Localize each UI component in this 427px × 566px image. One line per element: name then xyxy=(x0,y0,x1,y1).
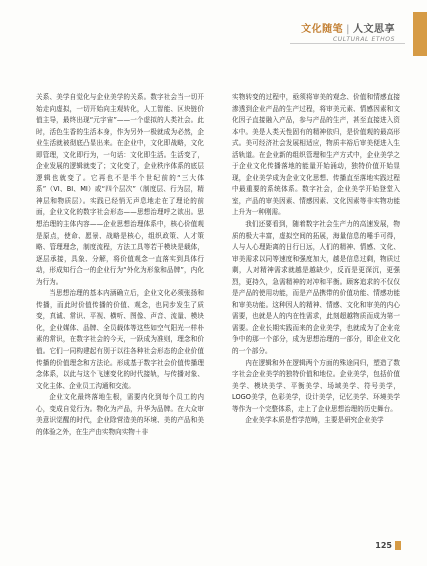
paragraph: 实物转变的过程中，亟须将审美的观念、价值和情感直接渗透到企业产品的生产过程，将审美元素、情感因素和文化因子直接融入产品，参与产品的生产，甚至直接进入资本中。美是人类天性固有的精神依归，是价值观的最高形式。美可经济社会发展相适应，物质丰裕后审美便进入生活轨道。在企业新的组织管理和生产方式中，企业美学之于企业文化传播落地的能量开始涌动，独特价值开始显现，企业美学成为企业文化思想、传播直至落地实践过程中最重要的系统体系。数字社会，企业美学开始登堂入室，产品的审美因素、情感因素、文化因素等非实物功能上升为一种刚需。 xyxy=(232,93,400,217)
header-subtitle: CULTURAL ETHOS xyxy=(333,36,395,43)
left-column xyxy=(36,92,204,438)
paragraph: 企业文化最终落地生根，需要内化到每个员工的内心，变成自觉行为。物化为产品，升华为品牌。在大众审美意识觉醒的时代，企业除营造美的环境、美的产品和美的体验之外，在生产由实物向实物＋非 xyxy=(36,393,204,436)
paragraph: 我们还要看到，随着数字社会生产力的高速发展，物质的极大丰富，虚拟空间的拓展，海量信息的唾手可得，人与人心理距离的日行日远，人们的精神、情感、文化、审美需求以同等速度和强度加大，越是信息过剩，物质过剩，人对精神需求就越是越缺少，反而是更深沉，更强烈，更持久，急需精神的对冲和平衡。顾客追求的不仅仅是产品的使用功能，而是产品携带的价值功能、情感功能和审美功能。这种因人的精神、情感、文化和审美的内心需要，也就是人的内在性需求，此刻超越物质而成为第一需要。企业长期实践而来的企业美学，也就成为了企业竞争中的那一个部分，成为思想治理的一部分，即企业文化的一个部分。 xyxy=(232,220,400,356)
page-number: 125 xyxy=(375,541,392,550)
paragraph: 关系、美学自觉化与企业美学的关系。数字社会当一切开始走向虚拟，一切开始向主观转化，人工智能、区块链价值主导，最终出现“元宇宙”——一个虚拟的人类社会。此时，活色生香的生活本身，作为另外一极就成为必然，企业生活就被彻底凸显出来。在企业中，文化即战略，文化即管理，文化即行为，一句话：文化即生活。生活变了，企业发展的逻辑就变了；文化变了，企业秩序体系的底层逻辑也就变了。它再也不是半个世纪前的“三大体系”（VI、BI、MI）或“四个层次”（制度层、行为层，精神层和物质层）。实践已经悄无声息地走在了理论的前面，企业文化的数字社会形态——思想治理呼之欲出。思想治理的主体内容——企业思想治理体系中，核心价值观是原点，使命、愿景、战略是核心，组织政策、人才策略、管理理念，制度流程，方法工具等若干模块是载体，逐层承接，具象、分解，将价值观念一直落实到具体行动，形成知行合一的企业行为“外化为形象和品牌”，内化为行为。 xyxy=(36,93,204,286)
paragraph: 企业美学本质是哲学范畴，主要是研究企业美学 xyxy=(245,416,384,425)
paragraph: 内在逻辑和外在逻辑两个方面的殊途同归，塑造了数字社会企业美学的独特价值和地位。企业美学，包括价值美学、模块美学、平衡美学、场域美学、符号美学，LOGO美学，色彩美学，设计美学，记忆美学、环境美学等作为一个完整体系，走上了企业思想治理的历史舞台。 xyxy=(232,358,400,413)
right-column xyxy=(232,92,400,427)
page-footer xyxy=(375,541,401,550)
column-name: 人文思享 xyxy=(353,24,395,35)
section-name: 文化随笔 xyxy=(301,24,344,35)
header-rule xyxy=(290,43,405,44)
page-header xyxy=(0,12,427,52)
header-title xyxy=(301,20,395,35)
header-accent-bar xyxy=(413,12,427,56)
header-separator: | xyxy=(346,24,350,35)
footer-accent-bar xyxy=(395,541,401,550)
paragraph: 当思想治理的基本内涵确立后，企业文化必须张扬和传播，而此时价值传播的价值、观念，也同步发生了质变，真诚、常识、平视、横听、图像、声音、流量、模块化，企业媒体、品牌、全员载体等这些如空气阳光一样朴素的常识，在数字社会的今天，一跃成为准则，理念和价值。它们一同构建起有别于以往各种社会形态的企业价值传播的价值理念和方法论。形成基于数字社会价值传播理念体系，以此与这个飞速变化的时代接轨，与传播对象、文化主体、企业员工沟通和交流。 xyxy=(36,289,204,390)
